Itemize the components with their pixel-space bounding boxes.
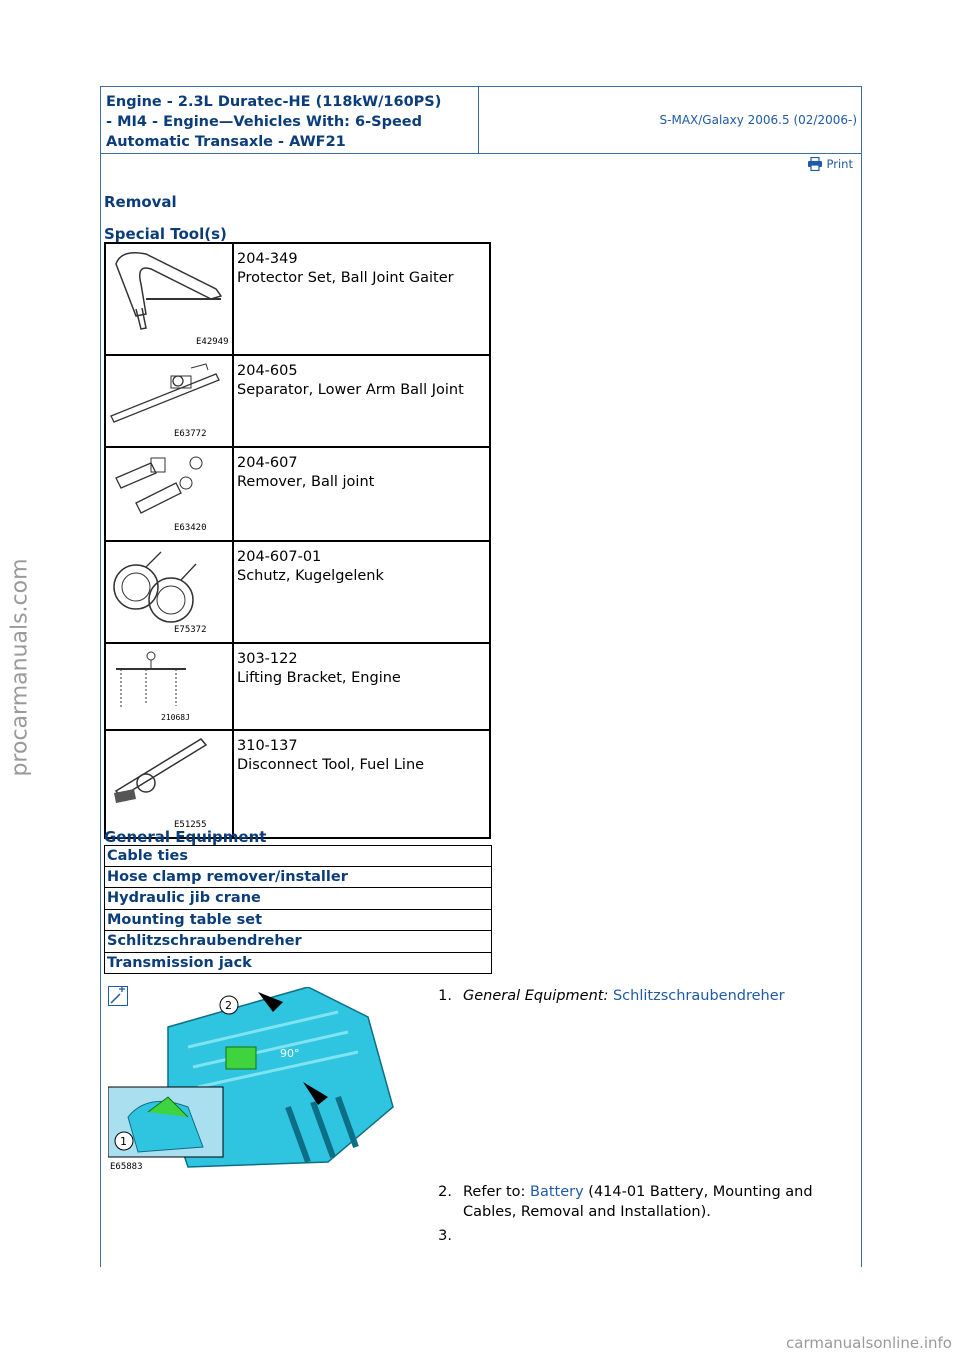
tool-name: Separator, Lower Arm Ball Joint xyxy=(237,382,464,398)
printer-icon xyxy=(807,157,823,171)
equipment-item: Cable ties xyxy=(104,845,492,867)
title-line: - MI4 - Engine—Vehicles With: 6-Speed xyxy=(106,114,423,130)
tool-description xyxy=(233,541,490,643)
section-title: Removal xyxy=(104,193,177,211)
print-button[interactable] xyxy=(807,157,853,171)
tool-image-label: E51255 xyxy=(174,820,207,830)
tool-image xyxy=(105,243,233,355)
step-number: 1. xyxy=(438,988,452,1004)
tool-code: 310-137 xyxy=(237,738,298,754)
equipment-item: Hose clamp remover/installer xyxy=(104,867,492,889)
figure-callout: 1 xyxy=(120,1135,127,1148)
special-tools-title: Special Tool(s) xyxy=(104,225,227,243)
tool-description xyxy=(233,730,490,838)
tool-name: Schutz, Kugelgelenk xyxy=(237,568,384,584)
tool-description xyxy=(233,243,490,355)
equipment-item: Mounting table set xyxy=(104,910,492,932)
step-suffix: (414-01 Battery, Mounting and Cables, Removal and Installation). xyxy=(463,1184,813,1220)
tool-row xyxy=(105,447,490,541)
tool-image-label: 21068J xyxy=(161,713,190,722)
tool-image xyxy=(105,447,233,541)
figure-label: E65883 xyxy=(110,1162,143,1172)
model-text: S-MAX/Galaxy 2006.5 (02/2006-) xyxy=(659,113,857,127)
equipment-item: Transmission jack xyxy=(104,953,492,975)
step-prefix: Refer to: xyxy=(463,1184,530,1200)
tool-name: Disconnect Tool, Fuel Line xyxy=(237,757,425,773)
step-number: 2. xyxy=(438,1184,452,1200)
tool-description xyxy=(233,355,490,447)
tool-image-label: E63420 xyxy=(174,523,207,533)
general-equipment-title: General Equipment xyxy=(104,828,267,846)
tool-description xyxy=(233,447,490,541)
tool-row xyxy=(105,730,490,838)
title-line: Engine - 2.3L Duratec-HE (118kW/160PS) xyxy=(106,94,442,110)
tool-row xyxy=(105,355,490,447)
step-text xyxy=(463,986,853,1006)
bottom-watermark: carmanualsonline.info xyxy=(786,1334,952,1352)
step-text xyxy=(463,1182,853,1222)
zoom-icon[interactable] xyxy=(108,986,128,1006)
tool-row xyxy=(105,243,490,355)
tool-name: Lifting Bracket, Engine xyxy=(237,670,401,686)
tool-image-label: E42949 xyxy=(196,337,229,347)
tool-code: 204-607-01 xyxy=(237,549,322,565)
special-tools-table xyxy=(104,242,491,839)
figure-angle: 90° xyxy=(280,1047,300,1060)
side-watermark: procarmanuals.com xyxy=(7,558,33,777)
general-equipment-table xyxy=(104,845,492,974)
tool-code: 204-605 xyxy=(237,363,298,379)
tool-name: Remover, Ball joint xyxy=(237,474,375,490)
equipment-item: Schlitzschraubendreher xyxy=(104,931,492,953)
tool-image xyxy=(105,355,233,447)
engine-figure xyxy=(108,987,398,1172)
step-prefix: General Equipment: xyxy=(463,988,613,1004)
tool-name: Protector Set, Ball Joint Gaiter xyxy=(237,270,454,286)
tool-code: 204-349 xyxy=(237,251,298,267)
step-link[interactable]: Battery xyxy=(530,1184,584,1200)
tool-image-label: E63772 xyxy=(174,429,207,439)
tool-row xyxy=(105,643,490,730)
print-label: Print xyxy=(826,157,853,171)
tool-row xyxy=(105,541,490,643)
tool-image-label: E75372 xyxy=(174,625,207,635)
tool-code: 303-122 xyxy=(237,651,298,667)
step-link[interactable]: Schlitzschraubendreher xyxy=(612,988,785,1004)
equipment-item: Hydraulic jib crane xyxy=(104,888,492,910)
tool-code: 204-607 xyxy=(237,455,298,471)
document-title xyxy=(101,87,479,153)
model-label xyxy=(480,87,861,153)
step-number: 3. xyxy=(438,1228,452,1244)
title-line: Automatic Transaxle - AWF21 xyxy=(106,134,346,150)
tool-image xyxy=(105,541,233,643)
tool-description xyxy=(233,643,490,730)
header xyxy=(101,87,861,154)
tool-image xyxy=(105,643,233,730)
figure-callout: 2 xyxy=(225,999,232,1012)
tool-image xyxy=(105,730,233,838)
